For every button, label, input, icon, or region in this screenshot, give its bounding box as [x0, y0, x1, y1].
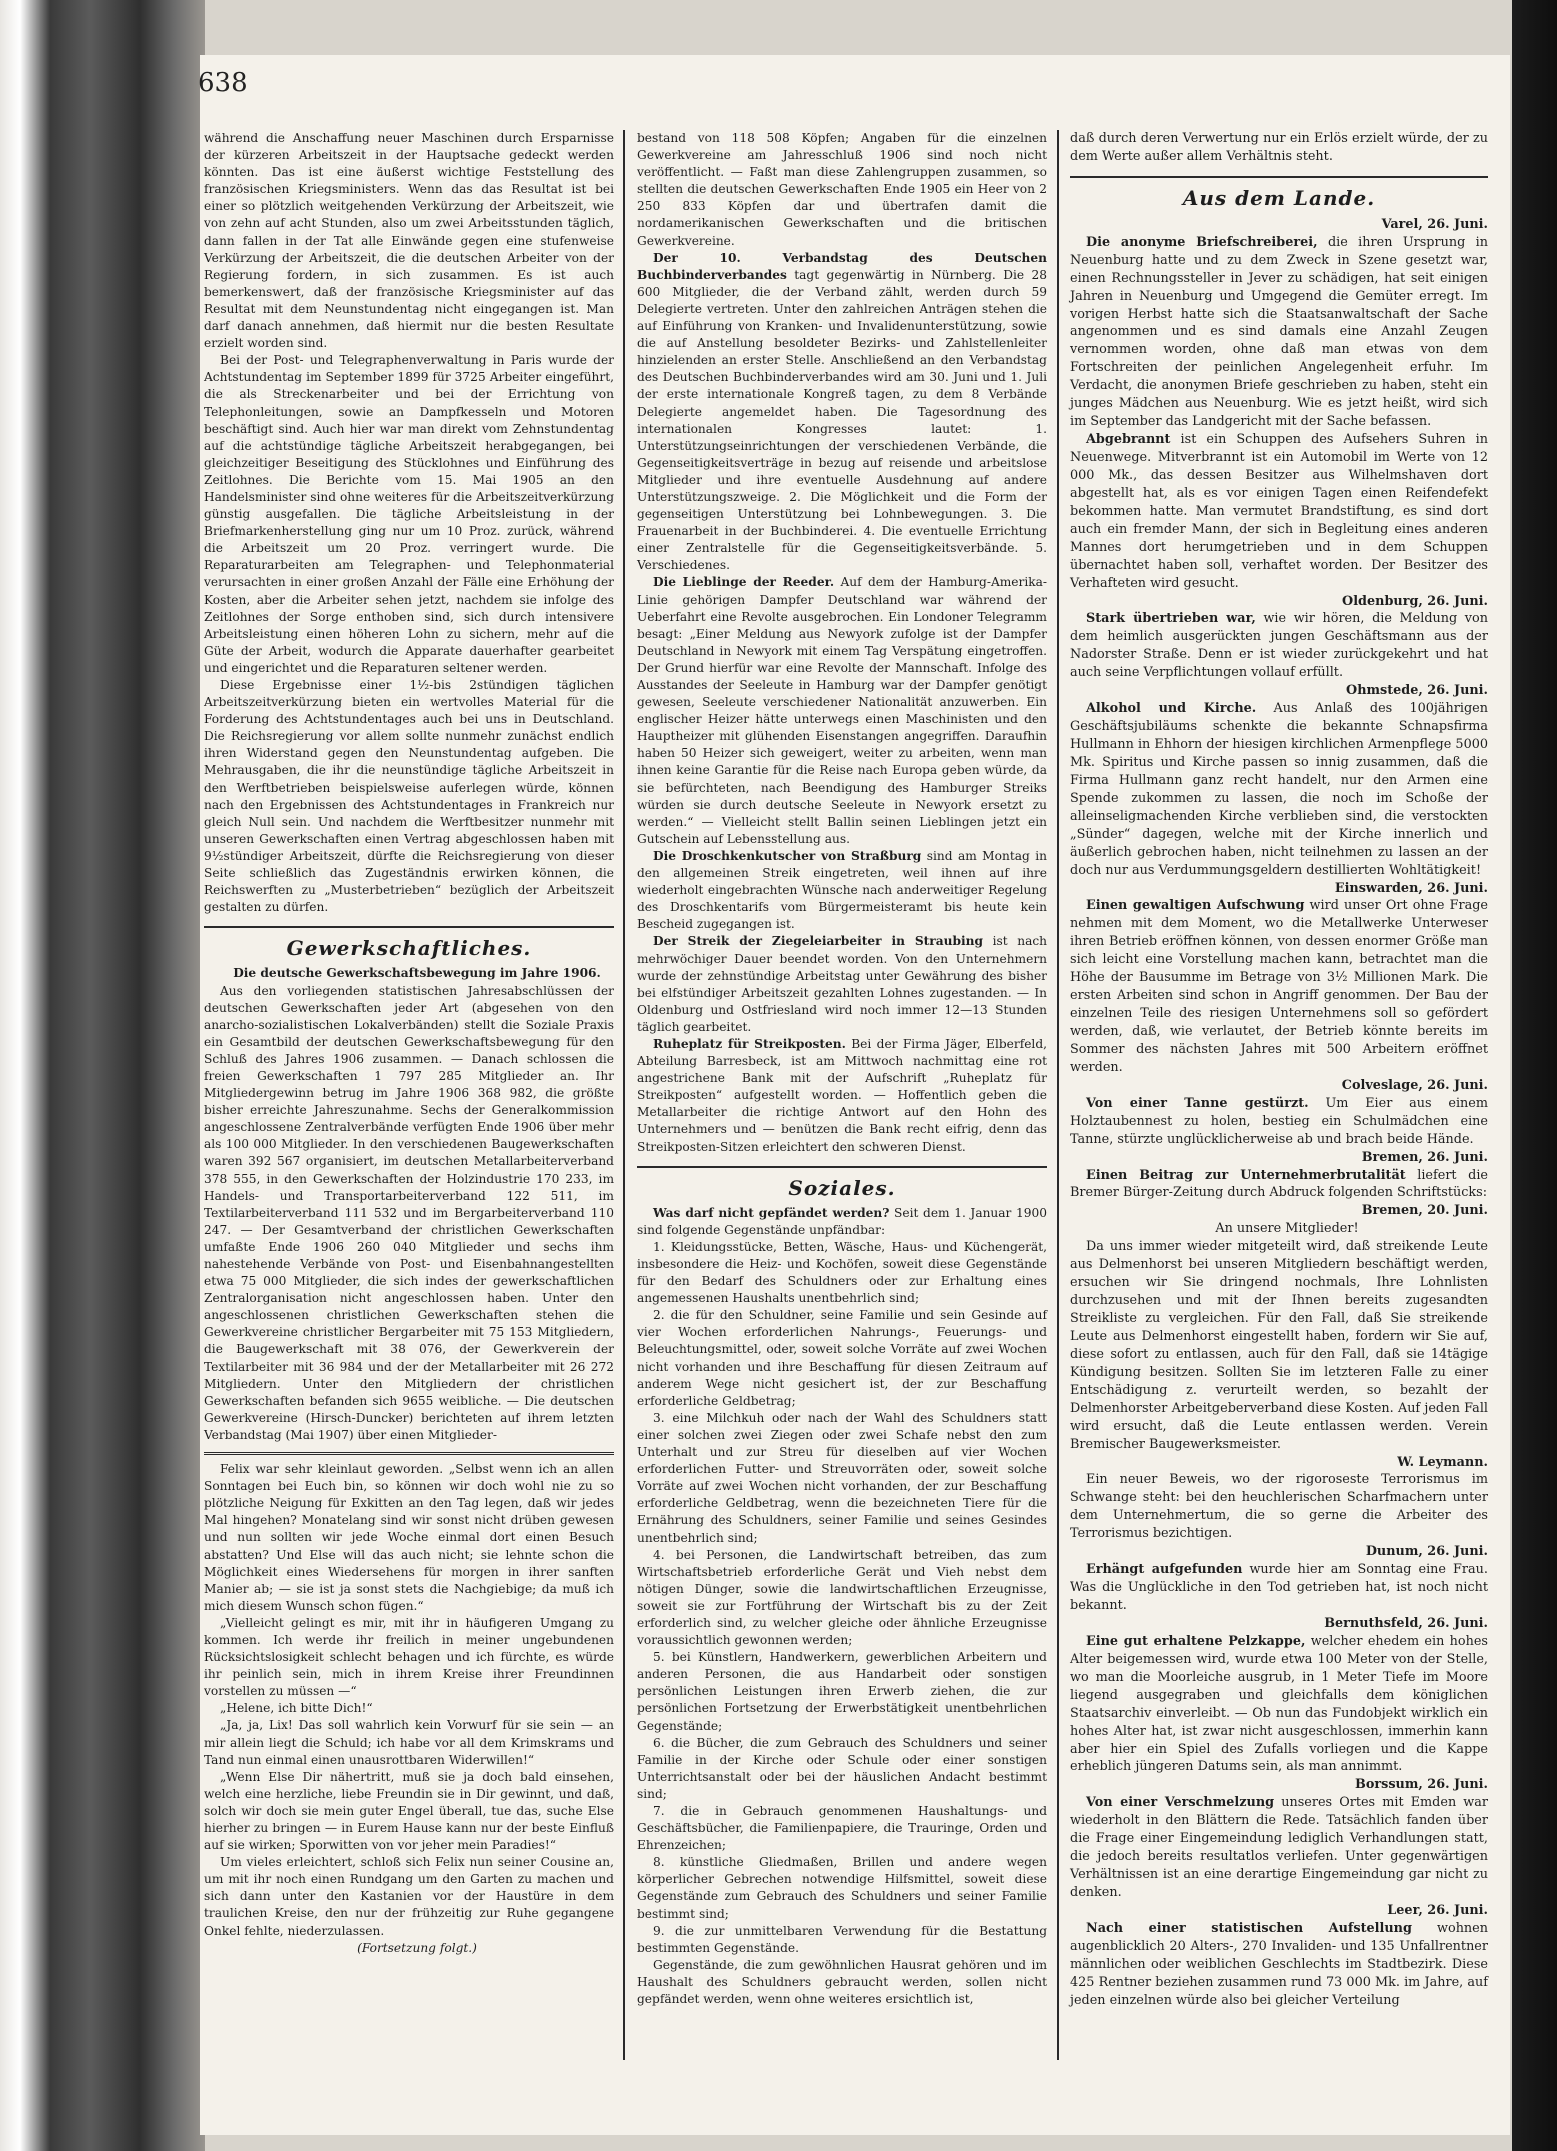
story-paragraph: „Helene, ich bitte Dich!“ — [220, 1701, 373, 1716]
article-text: welcher ehedem ein hohes Alter beigemessen wird, wurde etwa 100 Meter von der Stelle, wo man die Moorleiche ausgrub, in 1 Meter Tiefe im Moore liegend ausgegraben und gleichfalls dem königlichen Staatsarchiv einverleibt. — Ob nun das Fundobjekt wirklich ein hohes Alter hat, ist zwar nicht ausgeschlossen, immerhin kann aber hier ein Spiel des Zufalls vorliegen und die Kappe erheblich jüngeren Datums sein, als man annimmt. — [1070, 1633, 1488, 1775]
section-heading-gewerkschaftliches: Gewerkschaftliches. — [286, 936, 532, 961]
article-lead: Stark übertrieben war, — [1086, 611, 1256, 627]
article-lead: Von einer Verschmelzung — [1086, 1795, 1275, 1811]
letter-signature: W. Leymann. — [1397, 1454, 1488, 1470]
book-spine — [0, 0, 205, 2151]
story-paragraph: „Vielleicht gelingt es mir, mit ihr in häufigeren Umgang zu kommen. Ich werde ihr freilich in meiner ungebundenen Rücksichtslosigkeit schlecht behagen und ich fürchte, es würde ihr peinlich sein, mich in ihrem Kreise ihrer Freundinnen vorstellen zu müssen —“ — [204, 1615, 614, 1699]
article-paragraph: Ein neuer Beweis, wo der rigoroseste Terrorismus im Schwange steht: bei den heuchlerischen Scharfmachern unter dem Unternehmertum, die so gerne die Arbeiter des Terrorismus bezichtigen. — [1070, 1472, 1488, 1542]
story-paragraph: „Ja, ja, Lix! Das soll wahrlich kein Vorwurf für sie sein — an mir allein liegt die Schuld; ich habe vor all dem Krimskrams und Tand nun einmal einen unausrottbaren Widerwillen!“ — [204, 1718, 614, 1767]
article-lead: Abgebrannt — [1086, 432, 1171, 448]
article-text: tagt gegenwärtig in Nürnberg. Die 28 600 Mitglieder, die der Verband zählt, werden durch 59 Delegierte vertreten. Unter den zahlreichen Anträgen stehen die auf Einführung von Kranken- und Invalidenunterstützung, sowie die auf Anstellung besoldeter Bezirks- und Zahlstellenleiter hinzielenden an erster Stelle. Anschließend an den Verbandstag des Deutschen Buchbinderverbandes wird am 30. Juni und 1. Juli der erste internationale Kongreß tagen, zu dem 8 Verbände Delegierte angemeldet haben. Die Tagesordnung des internationalen Kongresses lautet: 1. Unterstützungseinrichtungen der verschiedenen Verbände, die Gegenseitigkeitsverträge in bezug auf reisende und arbeitslose Mitglieder und ihre eventuelle Ausdehnung auf andere Unterstützungszweige. 2. Die Möglichkeit und die Form der gegenseitigen Unterstützung bei Lohnbewegungen. 3. Die Frauenarbeit in der Buchbinderei. 4. Die eventuelle Errichtung einer Zentralstelle für die Gegenseitigkeitsverbände. 5. Verschiedenes. — [637, 267, 1048, 573]
article-lead: Die Lieblinge der Reeder. — [653, 575, 835, 590]
list-item: 7. die in Gebrauch genommenen Haushaltungs- und Geschäftsbücher, die Familienpapiere, die Trauringe, Orden und Ehrenzeichen; — [637, 1804, 1047, 1853]
article-text: Aus Anlaß des 100jährigen Geschäftsjubiläums schenkte die bekannte Schnapsfirma Hullmann in Ehhorn der hiesigen kirchlichen Armenpflege 5000 Mk. Spiritus und Kirche passen so innig zusammen, daß die Firma Hullmann ganz recht handelt, nur den Armen eine Spende zukommen zu lassen, die noch im Schoße der alleinseligmachenden Kirche verblieben sind, die verstockten „Sünder“ dagegen, welche mit der Kirche innerlich und äußerlich gebrochen haben, nicht teilnehmen zu lassen an der doch nur aus Verdummungsgeldern destillierten Wohltätigkeit! — [1070, 701, 1488, 878]
dateline: Bernuthsfeld, 26. Juni. — [1324, 1615, 1488, 1631]
article-paragraph: Gegenstände, die zum gewöhnlichen Hausrat gehören und im Haushalt des Schuldners gebraucht werden, sollen nicht gepfändet werden, wenn ohne weiteres ersichtlich ist, — [637, 1957, 1047, 2007]
article-lead: Einen Beitrag zur Unternehmerbrutalität — [1086, 1167, 1406, 1183]
list-item: 1. Kleidungsstücke, Betten, Wäsche, Haus- und Küchengerät, insbesondere die Heiz- und Kochöfen, soweit diese Gegenstände für den Bedarf des Schuldners oder zur Erhaltung eines angemessenen Haushalts unentbehrlich sind; — [637, 1239, 1047, 1306]
list-item: 5. bei Künstlern, Handwerkern, gewerblichen Arbeitern und anderen Personen, die aus Handarbeit oder sonstigen persönlichen Leistungen ihren Erwerb ziehen, die zur persönlichen Fortsetzung der Erwerbstätigkeit unentbehrlichen Gegenstände; — [637, 1650, 1047, 1733]
article-paragraph: während die Anschaffung neuer Maschinen durch Ersparnisse der kürzeren Arbeitszeit in der Hauptsache gedeckt werden könnten. Das ist eine äußerst wichtige Feststellung des französischen Kriegsministers. Wenn das das Resultat ist bei einer so plötzlich weitgehenden Verkürzung der Arbeitszeit, wie von zehn auf acht Stunden, also um zwei Arbeitsstunden täglich, dann fallen in der Tat alle Einwände gegen eine stufenweise Verkürzung der Arbeitszeit, die die deutschen Arbeiter von der Regierung fordern, in sich zusammen. Es ist auch bemerkenswert, daß der französische Kriegsminister auf das Resultat mit dem Neunstundentag nicht eingegangen ist. Man darf danach annehmen, daß hiermit nur die besten Resultate erzielt worden sind. — [204, 131, 614, 351]
dateline: Bremen, 20. Juni. — [1361, 1203, 1488, 1219]
list-item: 8. künstliche Gliedmaßen, Brillen und andere wegen körperlicher Gebrechen notwendige Hilfsmittel, soweit diese Gegenstände zum Gebrauch des Schuldners und seiner Familie bestimmt sind; — [637, 1855, 1047, 1921]
article-text: unseres Ortes mit Emden war wiederholt in den Blättern die Rede. Tatsächlich fanden über die Frage einer Eingemeindung lediglich Verhandlungen statt, die jedoch bereits resultatlos verliefen. Unter gegenwärtigen Verhältnissen ist an eine derartige Eingemeindung gar nicht zu denken. — [1070, 1795, 1488, 1900]
article-lead: Von einer Tanne gestürzt. — [1086, 1095, 1309, 1111]
section-rule — [1070, 176, 1488, 178]
article-paragraph: Diese Ergebnisse einer 1⅟₂-bis 2stündigen täglichen Arbeitszeitverkürzung bieten ein wertvolles Material für die Forderung des Achtstundentages auch bei uns in Deutschland. Die Reichsregierung vor allem sollte nunmehr zunächst endlich ihren Widerstand gegen den Neunstundentag aufgeben. Die Mehrausgaben, die ihr die neunstündige tägliche Arbeitszeit in den Werftbetrieben beispielsweise auferlegen würde, können nach den Ergebnissen des Achtstundentages in Frankreich nur gleich Null sein. Und nachdem die Werftbesitzer nunmehr mit unseren Gewerkschaften einen Vertrag abgeschlossen haben mit 9⅟₂stündiger Arbeitszeit, dürfte die Reichsregierung von dieser Seite schließlich das Zugeständnis erwirken können, die Reichswerften zu „Musterbetrieben“ bezüglich der Arbeitszeit gestalten zu dürfen. — [204, 678, 614, 915]
article-text: ist ein Schuppen des Aufsehers Suhren in Neuenwege. Mitverbrannt ist ein Automobil im Werte von 12 000 Mk., das dessen Besitzer aus Wilhelmshaven dort abgestellt hat, als es vor einigen Tagen einen Reifendefekt bekommen hatte. Man vermutet Brandstiftung, es sind dort auch ein fremder Mann, der sich in Begleitung eines anderen Mannes dort herumgetrieben und in dem Schuppen übernachtet haben soll, verhaftet worden. Der Besitzer des Verhafteten wird gesucht. — [1070, 432, 1488, 591]
dateline: Dunum, 26. Juni. — [1365, 1544, 1488, 1560]
article-lead: Ruheplatz für Streikposten. — [653, 1036, 846, 1051]
article-paragraph: Aus den vorliegenden statistischen Jahresabschlüssen der deutschen Gewerkschaften jeder Art (abgesehen von den anarcho-sozialistischen Lokalverbänden) stellt die Soziale Praxis ein Gesamtbild der deutschen Gewerkschaftsbewegung für den Schluß des Jahres 1906 zusammen. — Danach schlossen die freien Gewerkschaften 1 797 285 Mitglieder an. Ihr Mitgliedergewinn betrug im Jahre 1906 368 982, die größte bisher erreichte Jahreszunahme. Sechs der Generalkommission angeschlossene Zentralverbände verfügten Ende 1906 über mehr als 100 000 Mitglieder. In den verschiedenen Baugewerkschaften waren 392 567 organisiert, im deutschen Metallarbeiterverband 378 555, in den Gewerkschaften der Holzindustrie 170 233, im Handels- und Transportarbeiterverband 122 511, im Textilarbeiterverband 111 532 und im Bergarbeiterverband 110 247. — Der Gesamtverband der christlichen Gewerkschaften umfaßte Ende 1906 260 040 Mitglieder und sechs ihm nahestehende Verbände von Post- und Eisenbahnangestellten etwa 75 000 Mitglieder, die sich indes der gewerkschaftlichen Zentralorganisation nicht angeschlossen haben. Unter den angeschlossenen christlichen Gewerkschaften stehen die Gewerkvereine christlicher Bergarbeiter mit 75 153 Mitgliedern, die Baugewerkschaft mit 38 076, der Gewerkverein der Textilarbeiter mit 36 984 und der der Metallarbeiter mit 26 272 Mitgliedern. Unter den Mitgliedern der christlichen Gewerkschaften befanden sich 9655 weibliche. — Die deutschen Gewerkvereine (Hirsch-Duncker) berichteten auf ihrem letzten Verbandstag (Mai 1907) über einen Mitglieder- — [204, 983, 614, 1442]
list-item: 2. die für den Schuldner, seine Familie und sein Gesinde auf vier Wochen erforderlichen Nahrungs-, Feuerungs- und Beleuchtungsmittel, oder, soweit solche Vorräte auf zwei Wochen nicht vorhanden und ihre Beschaffung für diesen Zeitraum auf anderem Wege nicht gesichert ist, der zur Beschaffung erforderliche Geldbetrag; — [637, 1308, 1047, 1408]
article-text: wie wir hören, die Meldung von dem heimlich ausgerückten jungen Geschäftsmann aus der Nadorster Straße. Denn er ist wieder zurückgekehrt und hat auch seine Verpflichtungen vollauf erfüllt. — [1070, 611, 1488, 681]
list-item: 6. die Bücher, die zum Gebrauch des Schuldners und seiner Familie in der Kirche oder Schule oder einer sonstigen Unterrichtsanstalt oder bei der häuslichen Andacht bestimmt sind; — [637, 1735, 1047, 1801]
section-rule — [637, 1166, 1047, 1168]
article-lead: Die Droschkenkutscher von Straßburg — [653, 848, 922, 863]
article-headline: Die deutsche Gewerkschaftsbewegung im Jahre 1906. — [233, 966, 601, 981]
article-lead: Alkohol und Kirche. — [1086, 701, 1257, 717]
letter-salutation: An unsere Mitglieder! — [1215, 1221, 1359, 1237]
article-text: wird unser Ort ohne Frage nehmen mit dem Moment, wo die Metallwerke Unterweser ihren Betrieb eröffnen können, von dessen enormer Größe man sich leicht eine Vorstellung machen kann, betrachtet man die Höhe der Bausumme im Betrage von 3⅟₂ Millionen Mark. Die ersten Arbeiten sind schon in Angriff genommen. Der Bau der einzelnen Teile des riesigen Unternehmens soll so gefördert werden, daß, wie verlautet, der Betrieb könnte bereits im Sommer des nächsten Jahres mit 500 Arbeitern eröffnet werden. — [1070, 898, 1488, 1075]
article-lead: Nach einer statistischen Aufstellung — [1086, 1920, 1412, 1936]
story-paragraph: „Wenn Else Dir nähertritt, muß sie ja doch bald einsehen, welch eine herzliche, liebe Freundin sie in Dir gewinnt, und daß, solch wir doch sie mein guter Engel überall, tue das, suche Else hierher zu bringen — in Eurem Hause kann nur der beste Einfluß auf sie wirken; Sporwitten von vor jeher mein Paradies!“ — [204, 1769, 614, 1853]
column-3 — [1070, 130, 1488, 2010]
continuation-note: (Fortsetzung folgt.) — [357, 1940, 477, 1955]
section-heading-aus-dem-lande: Aus dem Lande. — [1182, 185, 1376, 210]
column-2 — [637, 130, 1047, 2008]
article-paragraph: Da uns immer wieder mitgeteilt wird, daß streikende Leute aus Delmenhorst bei unseren Mitgliedern beschäftigt werden, ersuchen wir Sie dringend nochmals, Ihre Lohnlisten durchzusehen und mit der Ihnen bereits zugesandten Streikliste zu vergleichen. Für den Fall, daß Sie streikende Leute aus Delmenhorst eingestellt haben, fordern wir Sie auf, diese sofort zu entlassen, auch für den Fall, daß sie 14tägige Kündigung besitzen. Sollten Sie im letzteren Falle zu einer Entschädigung z. verurteilt werden, so bezahlt der Delmenhorster Arbeitgeberverband diese Kosten. Auf jeden Fall wird ersucht, daß die Leute entlassen werden. Verein Bremischer Baugewerksmeister. — [1070, 1239, 1488, 1452]
dateline: Oldenburg, 26. Juni. — [1342, 593, 1488, 609]
article-text: die ihren Ursprung in Neuenburg hatte und zu dem Zweck in Szene gesetzt war, einen Rechnungssteller in Jever zu schädigen, hat seit einigen Jahren in Neuenburg und Umgegend die Gemüter erregt. Im vorigen Herbst hatte sich die Staatsanwaltschaft der Sache angenommen und es sind damals eine Anzahl Zeugen vernommen worden, ohne daß man etwas von dem Fortschreiten der peinlichen Angelegenheit erfuhr. Im Verdacht, die anonymen Briefe geschrieben zu haben, steht ein junges Mädchen aus Neuenburg. Wie es jetzt heißt, wird sich im September das Landgericht mit der Sache befassen. — [1070, 234, 1488, 430]
article-text: wohnen augenblicklich 20 Alters-, 270 Invaliden- und 135 Unfallrentner männlichen oder weiblichen Geschlechts im Stadtbezirk. Diese 425 Rentner beziehen zusammen rund 73 000 Mk. im Jahre, auf jeden einzelnen würde also bei gleicher Verteilung — [1070, 1920, 1488, 2008]
dateline: Einswarden, 26. Juni. — [1334, 880, 1488, 896]
story-paragraph: Felix war sehr kleinlaut geworden. „Selbst wenn ich an allen Sonntagen bei Euch bin, so können wir doch wohl nie zu so plötzliche Neigung für Exkitten an den Tag legen, daß wir jedes Mal hingehen? Monatelang sind wir sonst nicht drüben gewesen und nun sollten wir jede Woche einmal dort einen Besuch abstatten? Und Else will das auch nicht; sie lehnte schon die Möglichkeit eines Wiedersehens für morgen in ihrer sanften Manier ab; — sie ist ja sonst stets die Nachgiebige; da muß ich mich diesem Wunsch schon fügen.“ — [204, 1462, 614, 1613]
article-text: Seit dem 1. Januar 1900 sind folgende Gegenstände unpfändbar: — [637, 1205, 1047, 1237]
column-divider — [1057, 130, 1059, 2060]
article-paragraph: bestand von 118 508 Köpfen; Angaben für die einzelnen Gewerkvereine am Jahresschluß 1906 sind noch nicht veröffentlicht. — Faßt man diese Zahlengruppen zusammen, so stellten die deutschen Gewerkschaften Ende 1905 ein Heer von 2 250 833 Köpfen dar und übertrafen damit die nordamerikanischen Gewerkschaften und die britischen Gewerkvereine. — [637, 131, 1047, 248]
dateline: Colveslage, 26. Juni. — [1341, 1077, 1488, 1093]
article-text: Um Eier aus einem Holztaubennest zu holen, bestieg ein Schulmädchen eine Tanne, stürzte unglücklicherweise ab und brach beide Hände. — [1070, 1095, 1488, 1147]
article-lead: Was darf nicht gepfändet werden? — [653, 1205, 890, 1220]
article-lead: Eine gut erhaltene Pelzkappe, — [1086, 1633, 1306, 1649]
article-lead: Die anonyme Briefschreiberei, — [1086, 234, 1318, 250]
article-lead: Der Streik der Ziegeleiarbeiter in Straubing — [653, 934, 984, 949]
dateline: Ohmstede, 26. Juni. — [1346, 683, 1488, 699]
list-item: 3. eine Milchkuh oder nach der Wahl des Schuldners statt einer solchen zwei Ziegen oder zwei Schafe nebst den zum Unterhalt und zur Streu für dieselben auf vier Wochen erforderlichen Futter- und Streuvorräten oder, soweit solche Vorräte auf zwei Wochen nicht vorhanden, der zur Beschaffung erforderliche Geldbetrag, wenn die bezeichneten Tiere für die Ernährung des Schuldners, seiner Familie und seines Gesindes unentbehrlich sind; — [637, 1410, 1047, 1545]
story-paragraph: Um vieles erleichtert, schloß sich Felix nun seiner Cousine an, um mit ihr noch einen Rundgang um den Garten zu machen und sich dann unter den Kastanien vor der Haustüre in dem traulichen Kreise, den nur der frühzeitig zur Ruhe gegangene Onkel fehlte, niederzulassen. — [204, 1855, 614, 1938]
scan-background-edge — [1512, 0, 1557, 2151]
article-text: Auf dem der Hamburg-Amerika-Linie gehörigen Dampfer Deutschland war während der Ueberfahrt eine Revolte ausgebrochen. Ein Londoner Telegramm besagt: „Einer Meldung aus Newyork zufolge ist der Dampfer Deutschland in Newyork mit einem Tag Verspätung eingetroffen. Der Grund hierfür war eine Revolte der Mannschaft. Infolge des Ausstandes der Seeleute in Hamburg war der Dampfer genötigt gewesen, Seeleute verschiedener Nationalität anzuwerben. Ein englischer Heizer hätte unterwegs einen Maschinisten und den Hauptheizer mit glühenden Eisenstangen angegriffen. Daraufhin haben 50 Heizer sich geweigert, weiter zu arbeiten, wenn man ihnen keine Garantie für die Reise nach Europa geben würde, da sie befürchteten, nach Beendigung des Hamburger Streiks würden sie durch deutsche Seeleute in Newyork ersetzt zu werden.“ — Vielleicht stellt Ballin seinen Lieblingen jetzt ein Gutschein auf Lebensstellung aus. — [637, 575, 1048, 846]
article-lead: Einen gewaltigen Aufschwung — [1086, 898, 1305, 914]
article-paragraph: daß durch deren Verwertung nur ein Erlös erzielt würde, der zu dem Werte außer allem Verhältnis steht. — [1070, 131, 1488, 164]
section-heading-soziales: Soziales. — [788, 1175, 896, 1200]
article-text: liefert die Bremer Bürger-Zeitung durch Abdruck folgenden Schriftstücks: — [1070, 1167, 1488, 1201]
column-divider — [623, 130, 625, 2060]
section-rule — [204, 926, 614, 928]
page-number: 638 — [198, 68, 248, 98]
dateline: Varel, 26. Juni. — [1381, 216, 1488, 232]
article-lead: Der 10. Verbandstag des Deutschen Buchbinderverbandes — [637, 250, 1047, 282]
dateline: Bremen, 26. Juni. — [1361, 1149, 1488, 1165]
column-1 — [204, 130, 614, 1957]
dateline: Borssum, 26. Juni. — [1355, 1777, 1488, 1793]
article-text: sind am Montag in den allgemeinen Streik eingetreten, weil ihnen auf ihre wiederholt eingebrachten Wünsche nach anderweitiger Regelung des Droschkentarifs vom Bürgermeisteramt bis heute kein Bescheid zugegangen ist. — [637, 848, 1047, 932]
feuilleton-rule — [204, 1452, 614, 1455]
article-text: ist nach mehrwöchiger Dauer beendet worden. Von den Unternehmern wurde der zehnstündige Arbeitstag unter Gewährung des bisher bei elfstündiger Arbeitszeit gezahlten Lohnes zugestanden. — In Oldenburg und Ostfriesland wird noch immer 12—13 Stunden täglich gearbeitet. — [637, 934, 1048, 1034]
article-text: Bei der Firma Jäger, Elberfeld, Abteilung Barresbeck, ist am Mittwoch nachmittag eine rot angestrichene Bank mit der Aufschrift „Ruheplatz für Streikposten“ aufgestellt worden. — Hoffentlich geben die Metallarbeiter die richtige Antwort auf den Hohn des Unternehmers und — benützen die Bank recht eifrig, denn das Streikposten-Sitzen erleichtert den schweren Dienst. — [637, 1036, 1047, 1154]
list-item: 4. bei Personen, die Landwirtschaft betreiben, das zum Wirtschaftsbetrieb erforderliche Gerät und Vieh nebst dem nötigen Dünger, sowie die landwirtschaftlichen Erzeugnisse, soweit sie zur Fortführung der Wirtschaft bis zu der Zeit erforderlich sind, zu welcher gleiche oder ähnliche Erzeugnisse voraussichtlich gewonnen werden; — [637, 1547, 1047, 1648]
list-item: 9. die zur unmittelbaren Verwendung für die Bestattung bestimmten Gegenstände. — [637, 1923, 1047, 1955]
dateline: Leer, 26. Juni. — [1387, 1902, 1488, 1918]
article-lead: Erhängt aufgefunden — [1086, 1562, 1243, 1578]
article-paragraph: Bei der Post- und Telegraphenverwaltung in Paris wurde der Achtstundentag im September 1899 für 3725 Arbeiter eingeführt, die als Streckenarbeiter und bei der Errichtung von Telephonleitungen, sowie an Dampfkesseln und Motoren beschäftigt sind. Auch hier war man direkt vom Zehnstundentag auf die achtstündige tägliche Arbeitszeit herabgegangen, bei gleichzeitiger Beseitigung des Stücklohnes und Einführung des Zeitlohnes. Die Berichte vom 15. Mai 1905 an den Handelsminister sind ohne weiteres für die Arbeitszeitverkürzung günstig ausgefallen. Die tägliche Arbeitsleistung in der Briefmarkenherstellung ging nur um 10 Proz. zurück, während die Arbeitszeit um 20 Proz. verringert wurde. Die Reparaturarbeiten am Telegraphen- und Telephonmaterial verursachten in einer großen Anzahl der Fälle eine Erhöhung der Kosten, aber die Arbeiter sehen jetzt, nachdem sie infolge des Zeitlohnes der Sorge enthoben sind, sich durch intensivere Arbeitsleistung einen höheren Lohn zu sichern, mehr auf die Güte der Arbeit, wodurch die Apparate dauerhafter gearbeitet und eingerichtet und die Reparaturen seltener werden. — [204, 353, 614, 675]
article-text: wurde hier am Sonntag eine Frau. Was die Unglückliche in den Tod getrieben hat, ist noch nicht bekannt. — [1070, 1562, 1488, 1613]
